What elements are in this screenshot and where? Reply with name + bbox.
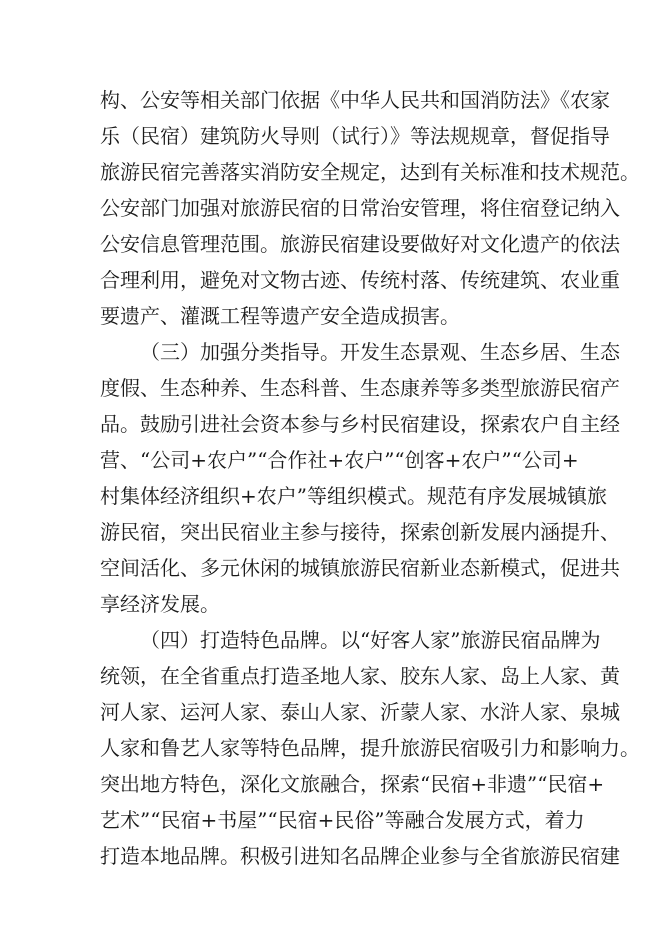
text-line: 度假、生态种养、生态科普、生态康养等多类型旅游民宿产 [100,376,620,400]
text-line: 打造本地品牌。积极引进知名品牌企业参与全省旅游民宿建 [100,844,620,868]
text-line: 公安部门加强对旅游民宿的日常治安管理，将住宿登记纳入 [100,196,620,220]
section-heading-line: （三）加强分类指导。开发生态景观、生态乡居、生态 [140,340,620,364]
text-line: 构、公安等相关部门依据《中华人民共和国消防法》《农家 [100,88,610,112]
text-line: 空间活化、多元休闲的城镇旅游民宿新业态新模式，促进共 [100,556,620,580]
text-line: 公安信息管理范围。旅游民宿建设要做好对文化遗产的依法 [100,232,620,256]
text-line: 旅游民宿完善落实消防安全规定，达到有关标准和技术规范。 [100,160,640,184]
text-line: 河人家、运河人家、泰山人家、沂蒙人家、水浒人家、泉城 [100,700,620,724]
text-line: 艺术”“民宿+书屋”“民宿+民俗”等融合发展方式，着力 [100,808,585,832]
section-heading-line: （四）打造特色品牌。以“好客人家”旅游民宿品牌为 [140,628,601,652]
text-line: 享经济发展。 [100,592,220,616]
text-line: 营、“公司+农户”“合作社+农户”“创客+农户”“公司+ [100,448,579,472]
text-line: 品。鼓励引进社会资本参与乡村民宿建设，探索农户自主经 [100,412,620,436]
text-line: 人家和鲁艺人家等特色品牌，提升旅游民宿吸引力和影响力。 [100,736,640,760]
text-line: 村集体经济组织+农户”等组织模式。规范有序发展城镇旅 [100,484,607,508]
text-line: 突出地方特色，深化文旅融合，探索“民宿+非遗”“民宿+ [100,772,605,796]
text-line: 乐（民宿）建筑防火导则（试行）》等法规规章，督促指导 [100,124,610,148]
text-line: 游民宿，突出民宿业主参与接待，探索创新发展内涵提升、 [100,520,620,544]
text-line: 要遗产、灌溉工程等遗产安全造成损害。 [100,304,460,328]
text-line: 合理利用，避免对文物古迹、传统村落、传统建筑、农业重 [100,268,620,292]
text-line: 统领，在全省重点打造圣地人家、胶东人家、岛上人家、黄 [100,664,620,688]
